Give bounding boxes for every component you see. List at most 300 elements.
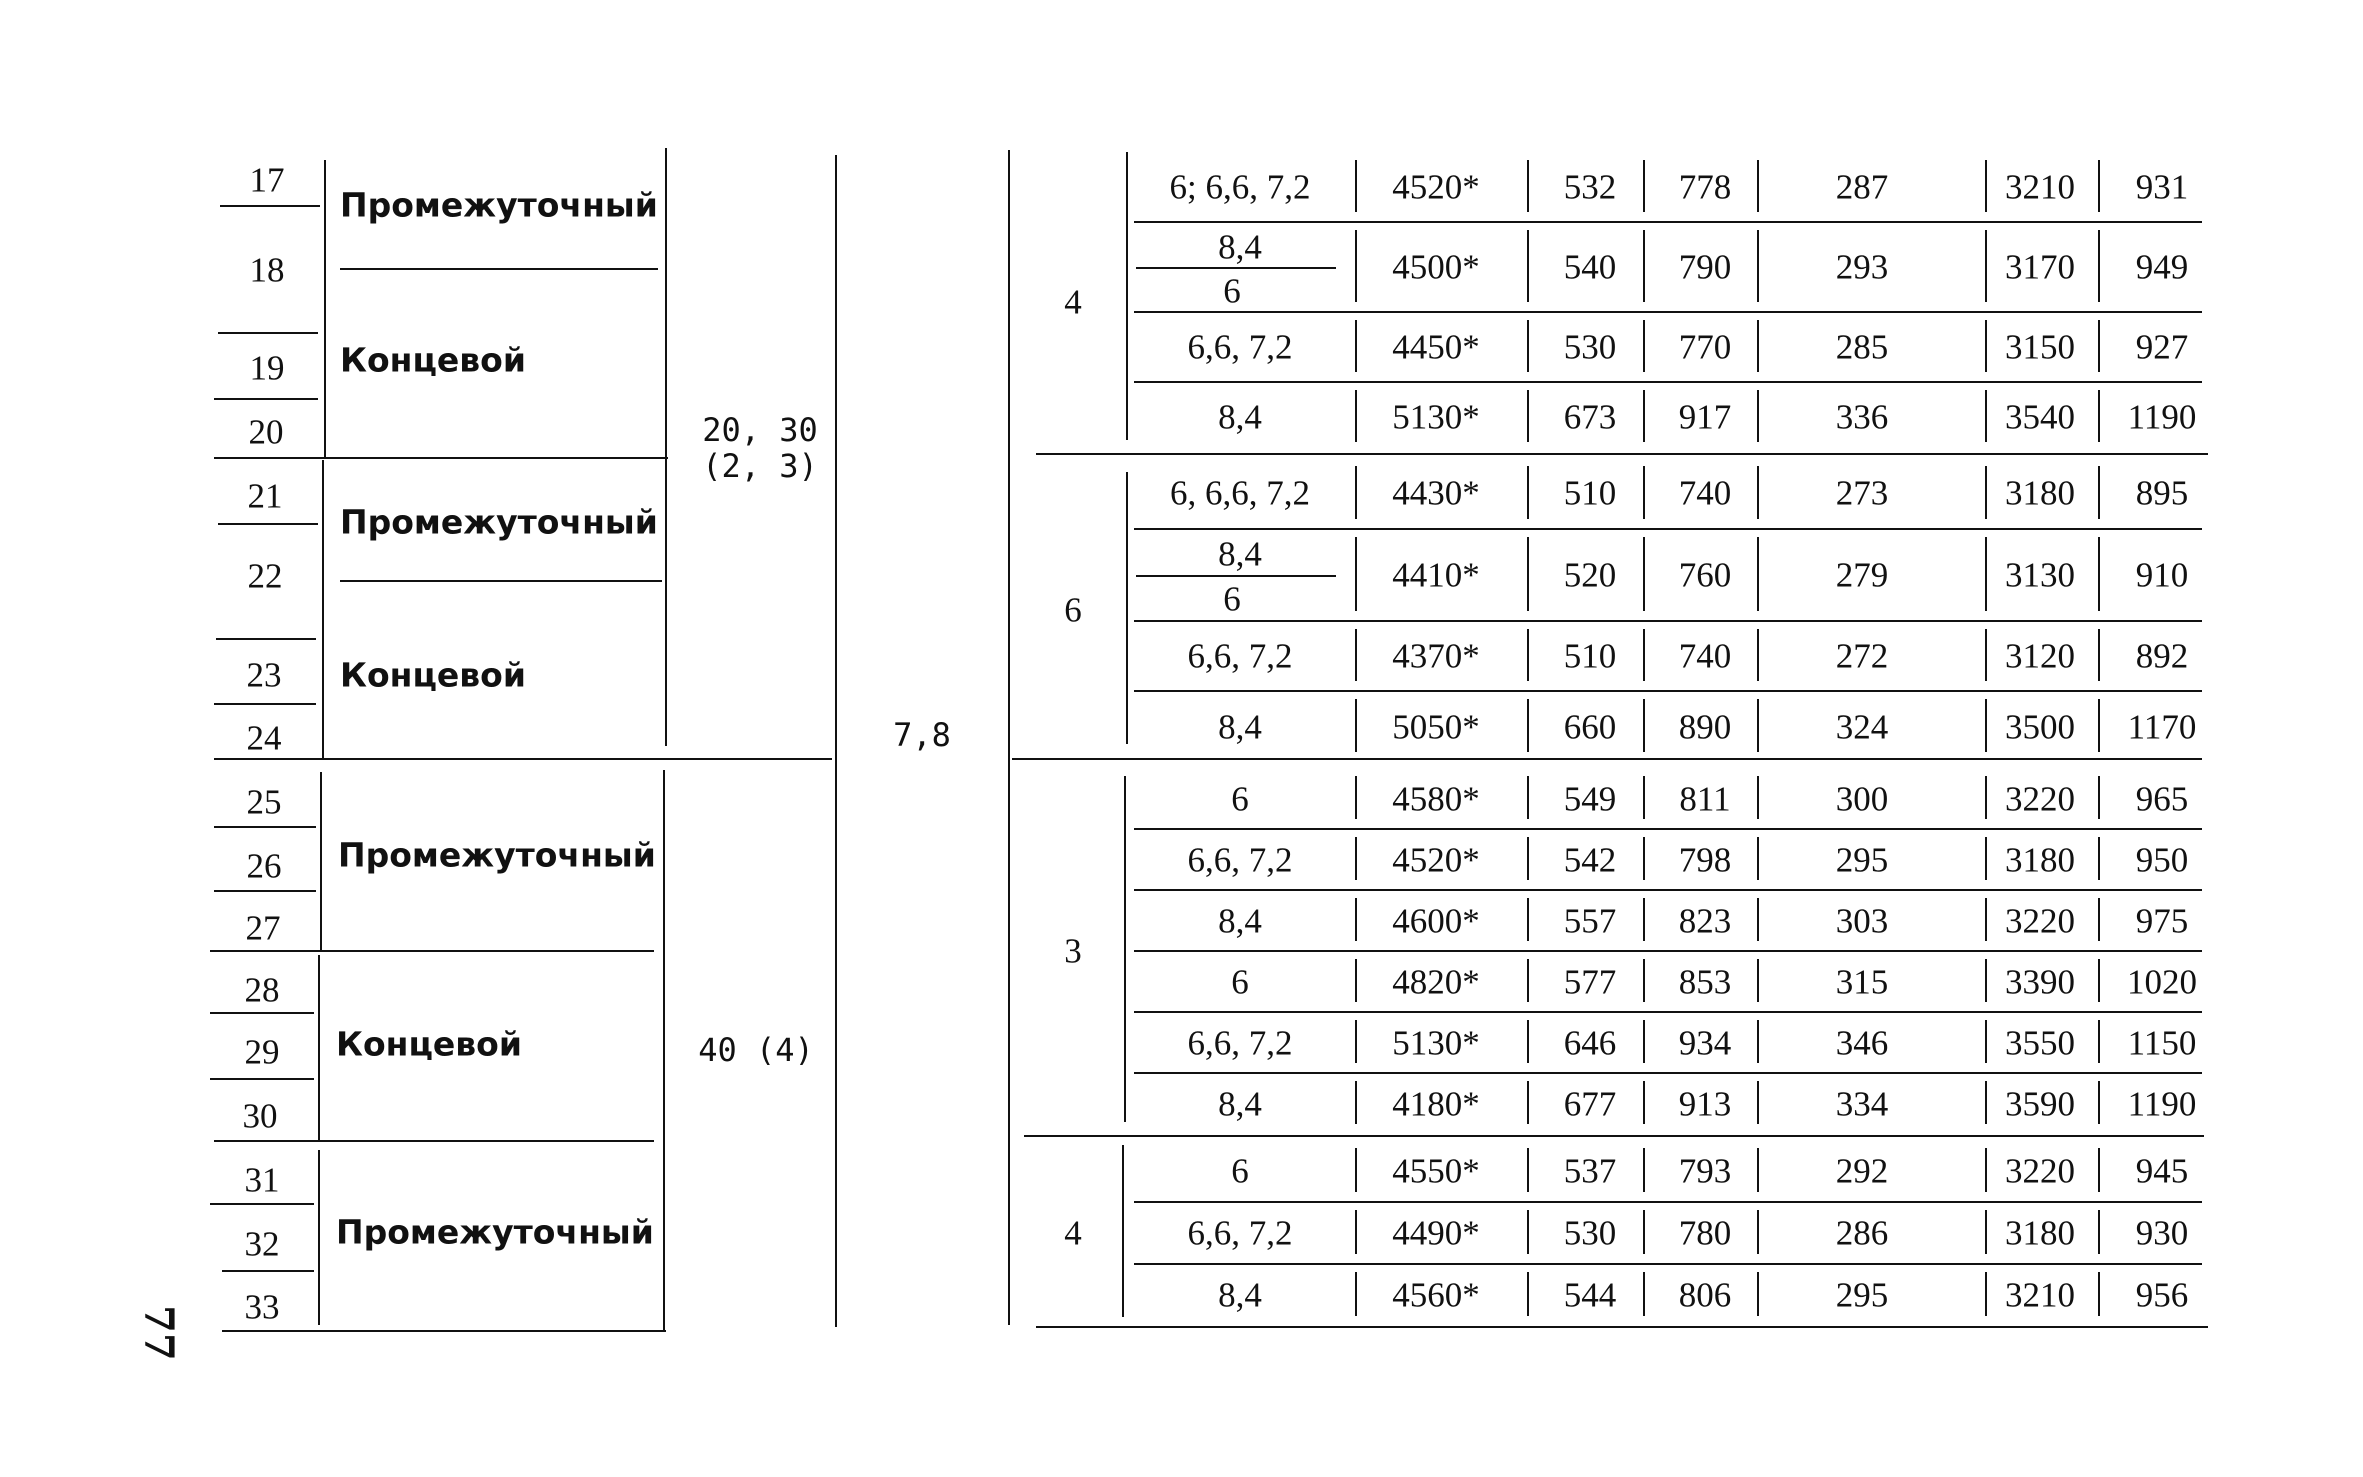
cell-rule bbox=[2098, 1148, 2100, 1192]
cell: 949 bbox=[2135, 247, 2189, 287]
cell: 336 bbox=[1835, 397, 1889, 437]
cell-rule bbox=[1527, 390, 1529, 442]
row-number: 32 bbox=[244, 1224, 280, 1264]
col-rule bbox=[324, 160, 326, 458]
group-id: 4 bbox=[1064, 282, 1082, 322]
cell-rule bbox=[2098, 390, 2100, 442]
cell: 293 bbox=[1835, 247, 1889, 287]
cell: 295 bbox=[1835, 840, 1889, 879]
group-rule bbox=[214, 758, 832, 760]
row-rule bbox=[1134, 1263, 2202, 1265]
span-value: 7,8 bbox=[893, 716, 951, 754]
group-rule bbox=[1024, 1135, 2204, 1137]
cell: 5130* bbox=[1392, 397, 1480, 437]
cell-rule bbox=[1527, 230, 1529, 303]
cell: 4580* bbox=[1392, 779, 1480, 818]
cell-rule bbox=[1527, 1020, 1529, 1063]
cell: 295 bbox=[1835, 1275, 1889, 1315]
cell: 1150 bbox=[2127, 1023, 2197, 1062]
cell: 6,6, 7,2 bbox=[1187, 636, 1293, 676]
row-number: 20 bbox=[248, 412, 284, 452]
cell-rule bbox=[1355, 699, 1357, 752]
cell-rule bbox=[1355, 837, 1357, 880]
group-rule bbox=[1036, 453, 2208, 455]
rule bbox=[216, 638, 316, 640]
row-rule bbox=[1136, 267, 1336, 269]
row-number: 27 bbox=[245, 908, 281, 948]
cell-rule bbox=[1355, 1020, 1357, 1063]
row-rule bbox=[1134, 1011, 2202, 1013]
group-rule bbox=[1012, 758, 2202, 760]
cell: 811 bbox=[1679, 779, 1731, 818]
cell: 287 bbox=[1835, 167, 1889, 207]
cell: 3220 bbox=[2005, 901, 2075, 940]
col-rule bbox=[320, 772, 322, 950]
cell-rule bbox=[1985, 898, 1987, 941]
cell-rule bbox=[1985, 160, 1987, 212]
row-rule bbox=[1134, 889, 2202, 891]
col-rule bbox=[1126, 152, 1128, 440]
cell-rule bbox=[1985, 837, 1987, 880]
cell: 6; 6,6, 7,2 bbox=[1169, 167, 1311, 207]
row-rule bbox=[1136, 575, 1336, 577]
cell-rule bbox=[2098, 1210, 2100, 1254]
cell-rule bbox=[2098, 320, 2100, 372]
row-rule bbox=[1134, 828, 2202, 830]
cell: 798 bbox=[1678, 840, 1732, 879]
rule bbox=[214, 826, 316, 828]
cell-rule bbox=[1985, 1081, 1987, 1124]
cell-rule bbox=[1355, 160, 1357, 212]
cell-rule bbox=[1355, 320, 1357, 372]
cell-rule bbox=[2098, 776, 2100, 819]
cell: 740 bbox=[1678, 636, 1732, 676]
cell: 892 bbox=[2135, 636, 2189, 676]
group-rule bbox=[214, 457, 668, 459]
cell: 3220 bbox=[2005, 1151, 2075, 1191]
cell-rule bbox=[1527, 466, 1529, 519]
support-type: Концевой bbox=[340, 655, 526, 695]
cell: 6,6, 7,2 bbox=[1187, 1213, 1293, 1253]
cell-rule bbox=[1757, 537, 1759, 611]
cell-rule bbox=[2098, 466, 2100, 519]
row-number: 21 bbox=[247, 476, 283, 516]
cell-rule bbox=[1527, 537, 1529, 611]
cell-rule bbox=[1643, 629, 1645, 682]
cell: 3180 bbox=[2005, 473, 2075, 513]
cell-rule bbox=[1757, 1148, 1759, 1192]
cell: 3220 bbox=[2005, 779, 2075, 818]
span-value: 40 (4) bbox=[698, 1031, 814, 1069]
support-type: Промежуточный bbox=[340, 502, 658, 542]
cell: 6 bbox=[1231, 1151, 1249, 1191]
cell-rule bbox=[1757, 959, 1759, 1002]
cell-rule bbox=[1985, 1272, 1987, 1316]
col-rule bbox=[318, 1150, 320, 1325]
cell-rule bbox=[1757, 898, 1759, 941]
cell: 3500 bbox=[2005, 707, 2075, 747]
cell: 965 bbox=[2135, 779, 2189, 818]
cell-rule bbox=[2098, 898, 2100, 941]
cell-rule bbox=[1355, 1148, 1357, 1192]
cell-rule bbox=[1355, 537, 1357, 611]
cell-rule bbox=[1527, 1081, 1529, 1124]
cell: 890 bbox=[1678, 707, 1732, 747]
rule bbox=[210, 1012, 314, 1014]
group-rule bbox=[210, 950, 654, 952]
cell: 285 bbox=[1835, 327, 1889, 367]
cell-rule bbox=[1757, 699, 1759, 752]
cell: 530 bbox=[1563, 1213, 1617, 1253]
cell: 4550* bbox=[1392, 1151, 1480, 1191]
cell: 806 bbox=[1678, 1275, 1732, 1315]
rule bbox=[218, 523, 318, 525]
span-value: (2, 3) bbox=[702, 447, 818, 485]
row-rule bbox=[1134, 1072, 2202, 1074]
cell: 793 bbox=[1678, 1151, 1732, 1191]
cell-rule bbox=[1985, 390, 1987, 442]
cell: 3210 bbox=[2005, 167, 2075, 207]
cell: 8,4 bbox=[1218, 1084, 1262, 1123]
row-rule bbox=[1134, 620, 2202, 622]
cell: 520 bbox=[1563, 555, 1617, 595]
cell-rule bbox=[2098, 537, 2100, 611]
cell: 6 bbox=[1231, 962, 1249, 1001]
cell-rule bbox=[1527, 1148, 1529, 1192]
col-rule bbox=[663, 770, 665, 1330]
cell-rule bbox=[1985, 629, 1987, 682]
cell: 300 bbox=[1835, 779, 1889, 818]
col-rule bbox=[1126, 472, 1128, 744]
row-rule bbox=[1134, 1201, 2202, 1203]
cell: 272 bbox=[1835, 636, 1889, 676]
cell: 3170 bbox=[2005, 247, 2075, 287]
cell-rule bbox=[1757, 390, 1759, 442]
cell-rule bbox=[1985, 466, 1987, 519]
cell: 324 bbox=[1835, 707, 1889, 747]
cell: 532 bbox=[1563, 167, 1617, 207]
cell: 975 bbox=[2135, 901, 2189, 940]
cell: 1190 bbox=[2127, 397, 2197, 437]
cell: 537 bbox=[1563, 1151, 1617, 1191]
cell: 780 bbox=[1678, 1213, 1732, 1253]
row-number: 26 bbox=[246, 846, 282, 886]
cell: 673 bbox=[1563, 397, 1617, 437]
cell: 853 bbox=[1678, 962, 1732, 1001]
cell-rule bbox=[1643, 1020, 1645, 1063]
type-rule bbox=[340, 268, 658, 270]
col-rule bbox=[665, 148, 667, 746]
cell-rule bbox=[1643, 898, 1645, 941]
cell: 286 bbox=[1835, 1213, 1889, 1253]
row-number: 24 bbox=[246, 718, 282, 758]
cell-rule bbox=[1985, 320, 1987, 372]
cell-rule bbox=[1643, 537, 1645, 611]
rule bbox=[210, 1078, 314, 1080]
cell-rule bbox=[1757, 837, 1759, 880]
bottom-rule bbox=[1036, 1326, 2208, 1328]
cell-rule bbox=[1527, 320, 1529, 372]
cell: 3180 bbox=[2005, 840, 2075, 879]
cell-rule bbox=[1643, 466, 1645, 519]
cell-rule bbox=[1985, 537, 1987, 611]
cell: 945 bbox=[2135, 1151, 2189, 1191]
cell-rule bbox=[1527, 898, 1529, 941]
cell-bottom: 6 bbox=[1223, 579, 1241, 619]
cell-rule bbox=[1985, 1210, 1987, 1254]
cell: 542 bbox=[1563, 840, 1617, 879]
col-rule bbox=[322, 460, 324, 758]
support-type: Промежуточный bbox=[336, 1212, 654, 1252]
col-rule bbox=[1008, 150, 1010, 1325]
cell-rule bbox=[2098, 1081, 2100, 1124]
cell-rule bbox=[1355, 1210, 1357, 1254]
row-number: 17 bbox=[249, 160, 285, 200]
cell: 1020 bbox=[2127, 962, 2197, 1001]
row-number: 22 bbox=[247, 556, 283, 596]
cell-top: 8,4 bbox=[1218, 534, 1262, 574]
row-number: 29 bbox=[244, 1032, 280, 1072]
cell-rule bbox=[2098, 160, 2100, 212]
cell: 6 bbox=[1231, 779, 1249, 818]
row-rule bbox=[1134, 690, 2202, 692]
cell: 778 bbox=[1678, 167, 1732, 207]
cell: 4180* bbox=[1392, 1084, 1480, 1123]
cell-rule bbox=[1643, 776, 1645, 819]
cell-rule bbox=[1757, 776, 1759, 819]
cell-rule bbox=[1757, 1020, 1759, 1063]
cell: 3550 bbox=[2005, 1023, 2075, 1062]
cell: 3150 bbox=[2005, 327, 2075, 367]
cell: 910 bbox=[2135, 555, 2189, 595]
cell-rule bbox=[1643, 160, 1645, 212]
cell-rule bbox=[1355, 230, 1357, 303]
cell: 4520* bbox=[1392, 167, 1480, 207]
cell: 540 bbox=[1563, 247, 1617, 287]
cell: 4500* bbox=[1392, 247, 1480, 287]
cell: 3210 bbox=[2005, 1275, 2075, 1315]
cell-rule bbox=[1757, 1210, 1759, 1254]
type-rule bbox=[340, 580, 662, 582]
cell: 4490* bbox=[1392, 1213, 1480, 1253]
cell: 760 bbox=[1678, 555, 1732, 595]
row-rule bbox=[1134, 221, 2202, 223]
cell: 8,4 bbox=[1218, 1275, 1262, 1315]
cell-rule bbox=[1527, 1272, 1529, 1316]
cell: 956 bbox=[2135, 1275, 2189, 1315]
row-rule bbox=[1134, 528, 2202, 530]
cell-rule bbox=[1527, 776, 1529, 819]
page-number: 77 bbox=[135, 1305, 182, 1361]
cell: 4820* bbox=[1392, 962, 1480, 1001]
group-rule bbox=[214, 1140, 654, 1142]
cell: 823 bbox=[1678, 901, 1732, 940]
cell: 1170 bbox=[2127, 707, 2197, 747]
cell: 917 bbox=[1678, 397, 1732, 437]
cell-rule bbox=[1355, 629, 1357, 682]
cell-rule bbox=[1643, 699, 1645, 752]
cell: 279 bbox=[1835, 555, 1889, 595]
cell: 677 bbox=[1563, 1084, 1617, 1123]
span-value: 20, 30 bbox=[702, 411, 818, 449]
cell: 4450* bbox=[1392, 327, 1480, 367]
rule bbox=[214, 703, 316, 705]
cell: 913 bbox=[1678, 1084, 1732, 1123]
cell-rule bbox=[1643, 1210, 1645, 1254]
cell: 315 bbox=[1835, 962, 1889, 1001]
cell-rule bbox=[1757, 1081, 1759, 1124]
cell: 3540 bbox=[2005, 397, 2075, 437]
group-id: 6 bbox=[1064, 590, 1082, 630]
cell-rule bbox=[2098, 629, 2100, 682]
cell: 273 bbox=[1835, 473, 1889, 513]
cell-rule bbox=[2098, 959, 2100, 1002]
col-rule bbox=[1124, 776, 1126, 1122]
cell: 334 bbox=[1835, 1084, 1889, 1123]
row-rule bbox=[1134, 381, 2202, 383]
cell-rule bbox=[1985, 776, 1987, 819]
cell: 790 bbox=[1678, 247, 1732, 287]
cell-rule bbox=[1355, 1272, 1357, 1316]
cell: 346 bbox=[1835, 1023, 1889, 1062]
cell: 577 bbox=[1563, 962, 1617, 1001]
cell-rule bbox=[1355, 959, 1357, 1002]
group-id: 3 bbox=[1064, 931, 1082, 971]
cell: 927 bbox=[2135, 327, 2189, 367]
cell-rule bbox=[1643, 1272, 1645, 1316]
rule bbox=[220, 205, 320, 207]
cell-rule bbox=[1757, 629, 1759, 682]
row-number: 18 bbox=[249, 250, 285, 290]
rule bbox=[214, 890, 316, 892]
cell: 895 bbox=[2135, 473, 2189, 513]
cell: 6, 6,6, 7,2 bbox=[1170, 473, 1310, 513]
cell-rule bbox=[1643, 390, 1645, 442]
cell-rule bbox=[2098, 230, 2100, 303]
cell-rule bbox=[1985, 959, 1987, 1002]
cell-rule bbox=[1355, 1081, 1357, 1124]
cell-rule bbox=[1527, 160, 1529, 212]
cell: 3120 bbox=[2005, 636, 2075, 676]
cell-rule bbox=[1643, 959, 1645, 1002]
cell: 3180 bbox=[2005, 1213, 2075, 1253]
support-type: Концевой bbox=[340, 340, 526, 380]
rule bbox=[222, 1270, 314, 1272]
cell-rule bbox=[1643, 1148, 1645, 1192]
row-number: 25 bbox=[246, 782, 282, 822]
cell: 292 bbox=[1835, 1151, 1889, 1191]
cell: 8,4 bbox=[1218, 901, 1262, 940]
cell-bottom: 6 bbox=[1223, 271, 1241, 311]
row-number: 28 bbox=[244, 970, 280, 1010]
cell: 4370* bbox=[1392, 636, 1480, 676]
cell: 4600* bbox=[1392, 901, 1480, 940]
cell-rule bbox=[1527, 629, 1529, 682]
cell: 6,6, 7,2 bbox=[1187, 840, 1293, 879]
cell: 5130* bbox=[1392, 1023, 1480, 1062]
rule bbox=[214, 398, 318, 400]
rule bbox=[210, 1203, 314, 1205]
row-number: 33 bbox=[244, 1287, 280, 1327]
cell: 3590 bbox=[2005, 1084, 2075, 1123]
cell-rule bbox=[1985, 699, 1987, 752]
cell: 510 bbox=[1563, 473, 1617, 513]
row-number: 19 bbox=[249, 348, 285, 388]
cell: 646 bbox=[1563, 1023, 1617, 1062]
cell: 6,6, 7,2 bbox=[1187, 1023, 1293, 1062]
support-type: Промежуточный bbox=[338, 835, 656, 875]
row-rule bbox=[1134, 950, 2202, 952]
row-rule bbox=[1134, 311, 2202, 313]
cell-rule bbox=[1643, 837, 1645, 880]
cell-rule bbox=[2098, 699, 2100, 752]
cell-rule bbox=[1355, 390, 1357, 442]
cell: 740 bbox=[1678, 473, 1732, 513]
cell-rule bbox=[2098, 1272, 2100, 1316]
cell-rule bbox=[1757, 320, 1759, 372]
cell: 303 bbox=[1835, 901, 1889, 940]
cell-rule bbox=[1643, 230, 1645, 303]
group-id: 4 bbox=[1064, 1213, 1082, 1253]
cell: 557 bbox=[1563, 901, 1617, 940]
rule bbox=[218, 332, 318, 334]
cell-rule bbox=[1527, 699, 1529, 752]
cell: 660 bbox=[1563, 707, 1617, 747]
row-number: 23 bbox=[246, 655, 282, 695]
cell-rule bbox=[1355, 776, 1357, 819]
cell: 934 bbox=[1678, 1023, 1732, 1062]
col-rule bbox=[1122, 1145, 1124, 1317]
col-rule bbox=[318, 955, 320, 1140]
cell: 530 bbox=[1563, 327, 1617, 367]
cell: 931 bbox=[2135, 167, 2189, 207]
cell-rule bbox=[1355, 898, 1357, 941]
cell: 4560* bbox=[1392, 1275, 1480, 1315]
cell-rule bbox=[1527, 1210, 1529, 1254]
cell-rule bbox=[1985, 230, 1987, 303]
cell-rule bbox=[1757, 160, 1759, 212]
cell: 3390 bbox=[2005, 962, 2075, 1001]
col-rule bbox=[835, 155, 837, 1327]
cell: 4410* bbox=[1392, 555, 1480, 595]
cell: 4520* bbox=[1392, 840, 1480, 879]
cell-rule bbox=[1643, 320, 1645, 372]
row-number: 30 bbox=[242, 1096, 278, 1136]
cell: 770 bbox=[1678, 327, 1732, 367]
cell: 8,4 bbox=[1218, 707, 1262, 747]
cell-rule bbox=[1355, 466, 1357, 519]
cell: 930 bbox=[2135, 1213, 2189, 1253]
cell-rule bbox=[1985, 1020, 1987, 1063]
cell: 5050* bbox=[1392, 707, 1480, 747]
cell-top: 8,4 bbox=[1218, 227, 1262, 267]
row-number: 31 bbox=[244, 1160, 280, 1200]
support-type: Промежуточный bbox=[340, 185, 658, 225]
cell-rule bbox=[1757, 230, 1759, 303]
cell: 950 bbox=[2135, 840, 2189, 879]
cell-rule bbox=[2098, 1020, 2100, 1063]
cell-rule bbox=[1757, 1272, 1759, 1316]
bottom-rule bbox=[222, 1330, 666, 1332]
cell: 8,4 bbox=[1218, 397, 1262, 437]
cell: 1190 bbox=[2127, 1084, 2197, 1123]
cell: 544 bbox=[1563, 1275, 1617, 1315]
cell-rule bbox=[1643, 1081, 1645, 1124]
support-type: Концевой bbox=[336, 1024, 522, 1064]
cell-rule bbox=[2098, 837, 2100, 880]
cell-rule bbox=[1527, 959, 1529, 1002]
cell: 4430* bbox=[1392, 473, 1480, 513]
